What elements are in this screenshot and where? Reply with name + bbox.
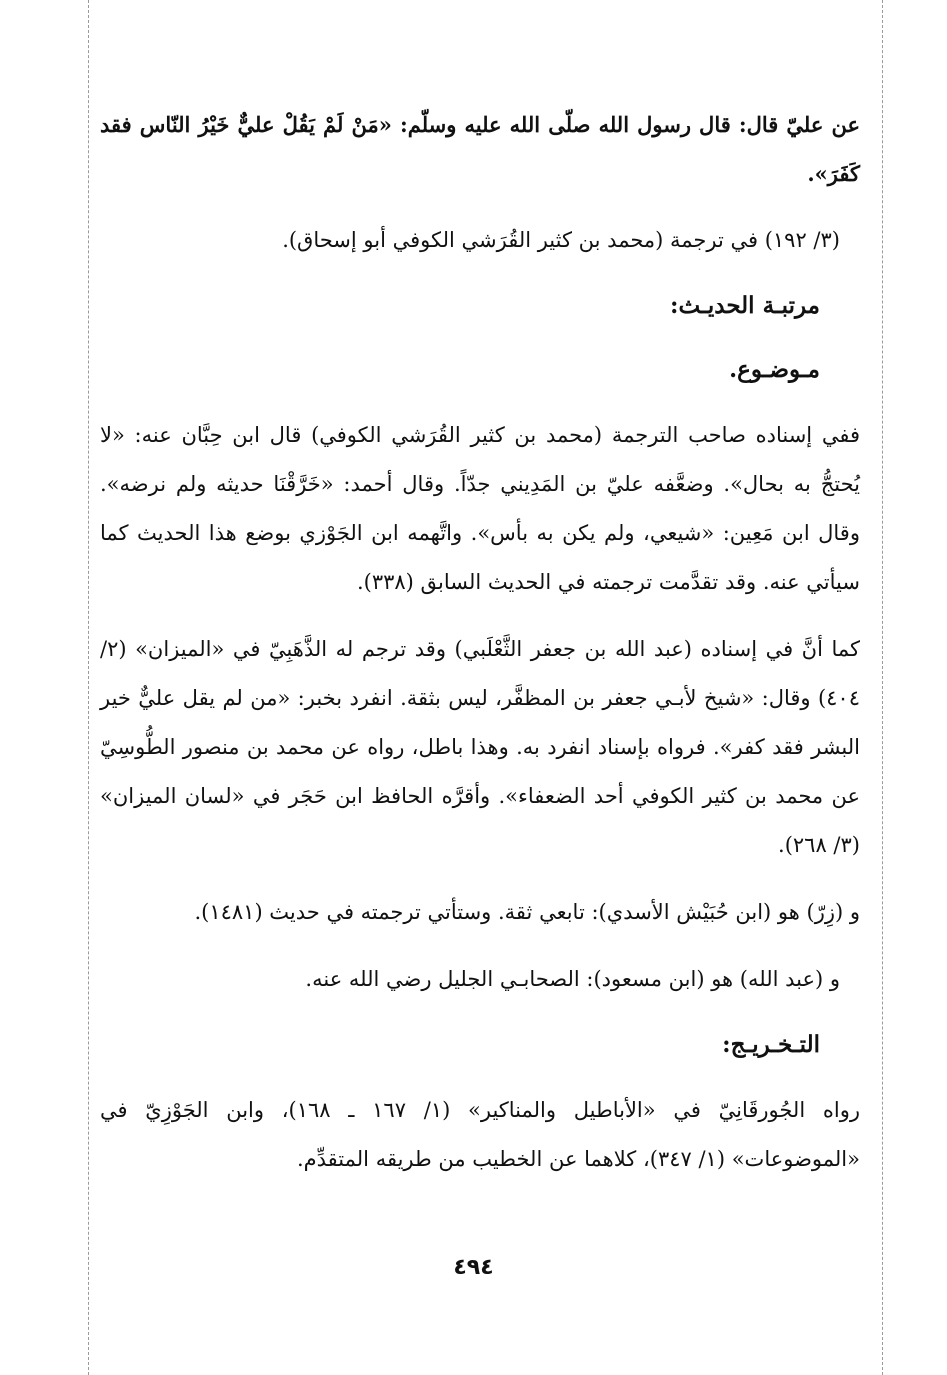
paragraph-narrator-critique: ففي إسناده صاحب الترجمة (محمد بن كثير القُرَشي الكوفي) قال ابن حِبَّان عنه: «لا يُحتجُّ به بحال». وضعَّفه عليّ بن المَدِيني جدّاً. وقال أحمد: «خَرَّقْنَا حديثه ولم نرضه». وقال ابن مَعِين: «شيعي، ولم يكن به بأس». واتَّهمه ابن الجَوْزي بوضع هذا الحديث كما سيأتي عنه. وقد تقدَّمت ترجمته في الحديث السابق (٣٣٨). [100, 423, 860, 594]
section-heading-grade: مرتبـة الحديـث: [670, 292, 820, 319]
paragraph-second-narrator: كما أنَّ في إسناده (عبد الله بن جعفر الثَّعْلَبي) وقد ترجم له الذَّهَبِيّ في «الميزان» (٢/ ٤٠٤) وقال: «شيخ لأبـي جعفر بن المظفَّر، ليس بثقة. انفرد بخبر: «من لم يقل عليٌّ خير البشر فقد كفر». فرواه بإسناد انفرد به. وهذا باطل، رواه عن محمد بن منصور الطُّوسِيّ عن محمد بن كثير الكوفي أحد الضعفاء». وأقرَّه الحافظ ابن حَجَر في «لسان الميزان» (٣/ ٢٦٨). [100, 637, 860, 857]
paragraph-zirr: و (زِرّ) هو (ابن حُبَيْش الأسدي): تابعي ثقة. وستأتي ترجمته في حديث (١٤٨١). [194, 900, 860, 924]
paragraph-abdullah: و (عبد الله) هو (ابن مسعود): الصحابـي الجليل رضي الله عنه. [305, 967, 840, 991]
page-body [100, 100, 860, 1202]
margin-guide-left [88, 0, 89, 1375]
section-heading-takhrij: التـخـريـج: [722, 1031, 820, 1058]
hadith-text: عن عليّ قال: قال رسول الله صلّى الله عليه وسلّم: «مَنْ لَمْ يَقُلْ عليٌّ خَيْرُ النّاس فقد كَفَرَ». [100, 112, 860, 186]
page-number: ٤٩٤ [453, 1255, 494, 1280]
source-reference: (٣/ ١٩٢) في ترجمة (محمد بن كثير القُرَشي الكوفي أبو إسحاق). [282, 228, 840, 252]
hadith-grade: مـوضـوع. [729, 356, 820, 383]
margin-guide-right [882, 0, 883, 1375]
paragraph-takhrij: رواه الجُورقَانِيّ في «الأباطيل والمناكير» (١/ ١٦٧ ـ ١٦٨)، وابن الجَوْزِيّ في «الموضوعات» (١/ ٣٤٧)، كلاهما عن الخطيب من طريقه المتقدِّم. [100, 1098, 860, 1171]
